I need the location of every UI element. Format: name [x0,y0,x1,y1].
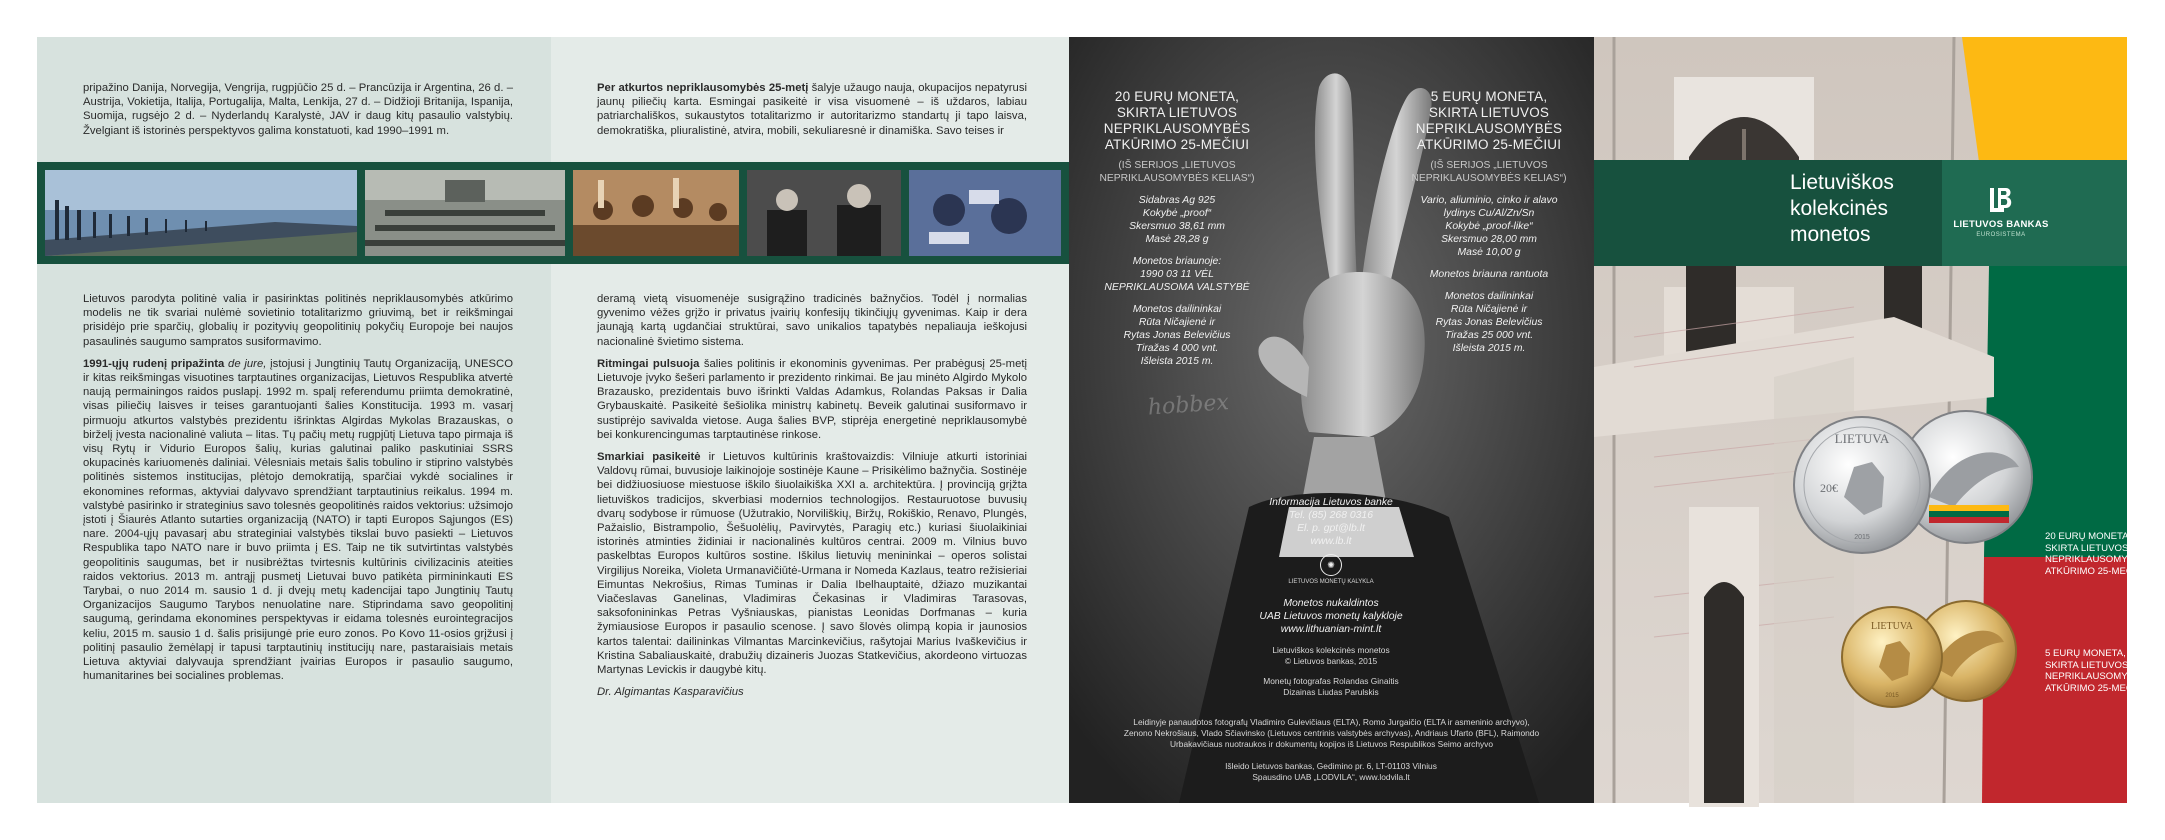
edge-line: Monetos briaunoje: [1132,256,1222,267]
panel-history-right [551,37,1069,803]
photo-parliament [365,170,565,256]
info-line: www.lb.lt [1310,536,1352,547]
credit-line: Dizainas Liudas Parulskis [1283,687,1379,697]
photo-politicians [747,170,901,256]
artist-line: Tiražas 25 000 vnt. [1444,330,1534,341]
coin20-obverse [1794,417,1930,553]
mint-logo-text: LIETUVOS MONETŲ KALYKLA [1288,579,1374,585]
coin-edge [1087,255,1267,294]
lead-phrase: Per atkurtos nepriklausomybės 25-metį [597,82,809,94]
title-line: monetos [1790,223,1871,246]
paragraph: deramą vietą visuomenėje susigrąžino tradicinės bažnyčios. Todėl į normalias gyvenimo vėžes grįžo ir privatus įvairių konfesijų tikinčiųjų gyvenimas. Kaip ir dera jaunąją kartą ugdančiai struktūrai, savo unikalios tapatybės nepaliauja ieškojusi nacionalinė švietimo sistema. [597,293,1027,348]
coin-denomination: 20€ [1820,481,1838,495]
coin-specs [1087,194,1267,246]
coin-artists [1087,303,1267,368]
coin5-info [1399,89,1579,355]
label-line: NEPRIKLAUSOMYBĖS [2045,554,2147,565]
series-line: (IŠ SERIJOS „LIETUVOS [1118,160,1236,171]
history-text-right [597,292,1027,707]
publisher-line: Išleido Lietuvos bankas, Gedimino pr. 6, LT-01103 Vilnius [1225,761,1437,771]
minted-info [1231,597,1431,636]
paragraph-body: šalyje užaugo nauja, okupacijos nepatyrusi jaunų piliečių karta. Esmingai pasikeitė ir visa visuomenė – iš uždaros, labiau patriarchališkos, sukaustytos totalitarizmo ir autoritarizmo standartų ji tapo laisva, demokratiška, pliuralistinė, atvira, mobili, sekuliaresnė ir dinamiška. Savo teises ir [597,82,1027,137]
paragraph [83,357,513,684]
coin20-heading [1087,89,1267,153]
bank-logo-name: LIETUVOS BANKAS [1953,219,2049,230]
paragraph-body: šalies politinis ir ekonominis gyvenimas. Per prabėgusį 25-metį Lietuvoje įvyko šešeri parlamento ir prezidento rinkimai. Be jau minėto Algirdo Mykolo Brazausko, prezidentais buvo išrinkti Valdas Adamkus, Rolandas Paksas ir Dalia Grybauskaitė. Pasikeitė šešiolika ministrų kabinetų. Beveik galutinai susiformavo ir sustiprėjo savivalda vietose. Auga šalies BVP, stiprėja energetinė nepriklausomybė bei konkurencingumas tarptautinėse rinkose. [597,357,1027,441]
info-line: El. p. gpt@lb.lt [1297,523,1365,534]
paragraph-body: įstojusi į Jungtinių Tautų Organizaciją, UNESCO ir kitas reikšmingas visuotines tarptautines organizacijas, Lietuvos Respublika atvertė naują permainingos raidos puslapį. 1992 m. spalį referendumu priimta demokratinė, visas piliečių laisves ir teises garantuojanti šalies Konstitucija. 1993 m. vasarį pirmuoju atkurtos valstybės prezidentu išrinktas Algirdas Mykolas Brazauskas, o birželį įvesta nacionalinė valiuta – litas. Tų pačių metų rugpjūtį Lietuva tapo pirmaja iš visų Rytų ir Vidurio Europos šalių, kurias galutinai paliko paskutiniai SSRS okupacinės kariuomenės daliniai. Vėlesniais metais šalis tobulino ir stiprino valstybės politinės sistemos institucijas, plėtojo demokratiją, sparčiai vykdė socialines ir ekonomines reformas, aktyviai dalyvavo sprendžiant tarptautinius reikalus. 1994 m. valstybė pasirinko ir strateginius savo tolesnės geopolitinės raidos vektorius: užsimojo įstoti į Šiaurės Atlanto sutarties organizaciją (NATO) ir tapti Europos Sąjungos (ES) nare. 2004-ųjų pavasarį abu strateginiai valstybės tikslai buvo pasiekti – Lietuvos Respublika tapo NATO nare ir buvo priimta į ES. Taip ne tik sutvirtintas valstybės geopolitinis saugumas, bet ir nusibrėžtas tvirtesnis kultūrinis civilizacinis ateities raidos vektorius. 2013 m. antrąjį pusmetį Lietuvai buvo patikėta pirmininkauti ES Tarybai, o nuo 2014 m. sausio 1 d. ji dvejų metų kadencijai tapo Jungtinių Tautų Organizacijos Saugumo Tarybos nenuolatine nare. Stiprindama savo geopolitinį saugumą, gerindama ekonomines perspektyvas ir eidama tolesnės eurointegracijos keliu, 2015 m. sausio 1 d. šalis prisijungė prie euro zonos. Po Kovo 11-osios grįžusi į politinį pasaulio žemėlapį ir tapusi tarptautinių institucijų nare, pastaraisiais metais Lietuva aktyviai dalyvauja sprendžiant įvairias Europos ir pasaulio saugumo, humanitarines bei socialines problemas. [83,357,513,683]
artist-line: Monetos dailininkai [1444,291,1534,302]
label-line: ATKŪRIMO 25-MEČIUI [2045,682,2146,694]
photo-ceremony [909,170,1061,256]
heading-line: ATKŪRIMO 25-MEČIUI [1104,137,1250,152]
artist-line: Rūta Ničajienė ir [1450,304,1528,315]
bank-logo-icon [1984,184,2016,216]
heading-line: SKIRTA LIETUVOS [1116,105,1238,120]
title-line: kolekcinės [1790,197,1889,220]
coin5-label [2045,648,2147,694]
heading-line: 20 EURŲ MONETA, [1114,89,1240,104]
intro-paragraph [597,81,1027,138]
watermark: hobbex [1147,390,1230,421]
credit-line: Monetų fotografas Rolandas Ginaitis [1263,676,1399,686]
spec-line: Masė 10,00 g [1457,247,1521,258]
coin-artists [1399,290,1579,355]
coin-text: LIETUVA [1870,621,1914,632]
heading-line: SKIRTA LIETUVOS [1428,105,1550,120]
heading-line: ATKŪRIMO 25-MEČIUI [1416,137,1562,152]
spec-line: Skersmuo 28,00 mm [1441,234,1537,245]
coin-year: 2015 [1885,693,1899,699]
artist-line: Išleista 2015 m. [1140,356,1214,367]
heading-line: NEPRIKLAUSOMYBĖS [1103,121,1251,136]
lead-phrase: Ritmingai pulsuoja [597,357,700,370]
info-line: Tel. (85) 268 0316 [1289,510,1373,521]
series-note [1399,159,1579,185]
info-line: Informacija Lietuvos banke [1269,497,1393,508]
coin-edge [1399,268,1579,281]
artist-line: Rūta Ničajienė ir [1138,317,1216,328]
label-line: 20 EURŲ MONETA, [2045,531,2132,542]
minted-line: UAB Lietuvos monetų kalykloje [1259,611,1403,622]
title-line: Lietuviškos [1790,171,1894,194]
spec-line: lydinys Cu/Al/Zn/Sn [1443,208,1535,219]
spec-line: Sidabras Ag 925 [1138,195,1216,206]
image-credits: Leidinyje panaudotos fotografų Vladimiro Gulevičiaus (ELTA), Romo Jurgaičio (ELTA ir asmeninio archyvo), Zenono Nekrošiaus, Vlado Sčiavinsko (Lietuvos centrinis valstybės archyvas), Andriaus Ufarto (BFL), Raimondo Urbakavičiaus nuotraukos ir dokumentų kopijos iš Lietuvos Respublikos Seimo archyvo [1123,717,1540,749]
spec-line: Skersmuo 38,61 mm [1129,221,1225,232]
series-line: NEPRIKLAUSOMYBĖS KELIAS“) [1411,173,1567,184]
photo-celebration [573,170,739,256]
publisher-line: Spausdino UAB „LODVILA“, www.lodvila.lt [1252,772,1410,782]
contact-info [1231,496,1431,698]
cover-title-bar [1594,160,2127,266]
photo-band [37,162,1069,264]
artist-line: Monetos dailininkai [1132,304,1222,315]
label-line: NEPRIKLAUSOMYBĖS [2045,671,2147,682]
coin20-info [1087,89,1267,368]
photo-baltic-way [45,170,357,256]
coin-year: 2015 [1854,534,1870,541]
label-line: 5 EURŲ MONETA, [2045,648,2126,659]
author [597,685,1027,699]
copyright [1231,645,1431,667]
coin5-obverse [1842,607,1942,707]
spec-line: Kokybė „proof“ [1142,208,1212,219]
photo-credits [1231,676,1431,698]
italic-phrase: de jure, [228,357,267,370]
cover-title [1790,170,1940,248]
artist-line: Tiražas 4 000 vnt. [1135,343,1219,354]
coin-specs [1399,194,1579,259]
intro-paragraph: pripažino Danija, Norvegija, Vengrija, rugpjūčio 25 d. – Prancūzija ir Argentina, 26 d. – Austrija, Vokietija, Italija, Portugalija, Malta, Lenkija, 27 d. – Didžioji Britanija, Ispanija, Suomija, rugsėjo 2 d. – Nyderlandų Karalystė, JAV ir daug kitų pasaulio valstybių. Žvelgiant iš istorinės perspektyvos galima konstatuoti, kad 1990–1991 m. [83,82,513,137]
heading-line: 5 EURŲ MONETA, [1430,89,1548,104]
copyright-line: Lietuviškos kolekcinės monetos [1272,645,1390,655]
edge-line: NEPRIKLAUSOMA VALSTYBĖ [1104,282,1250,293]
series-line: NEPRIKLAUSOMYBĖS KELIAS“) [1099,173,1255,184]
panel-history-left [37,37,551,803]
coin20-label [2045,531,2147,577]
panel-cover [1594,37,2147,803]
paragraph-body: ir Lietuvos kultūrinis kraštovaizdis: Vilniuje atkurti istoriniai Valdovų rūmai, buvusioje laikinojoje sostinėje Kaune – Prisikėlimo bažnyčia. Sostinėje bei didžiuosiuose miestuose iškilo šiuolaikiška XXI a. architektūra. Į provinciją grįžta lietuviškos tradicijos, skverbiasi modernios technologijos. Restauruotose buvusių dvarų sodybose ir rūmuose (Užutrakio, Norviliškių, Biržų, Rokiškio, Renavo, Plungės, Pažaislio, Bistrampolio, Šešuolėlių, Pavirvytės, Paragių etc.) kuriasi šiuolaikiniai istorinės atminties židiniai ir nacionalinės kultūros centrai. 2009 m. Vilnius buvo paskelbtas Europos kultūros sostine. Iškilus lietuvių menininkai – operos solistai Virgilijus Noreika, Violeta Urmanavičiūtė-Urmana ir Nomeda Kazlaus, teatro režisieriai Eimuntas Nekrošius, Rimas Tuminas ir Dalia Ibelhauptaitė, džiazo muzikantai Viačeslavas Ganelinas, Vladimiras Čekasinas ir Vladimiras Tarasovas, saksofonininkas Petras Vyšniauskas, pianistas Leonidas Dorfmanas – kuria žymiausiose Europos ir pasaulio scenose. Į savo šlovės olimpą kopia ir jaunosios kartos talentai: dailininkas Vilmantas Marcinkevičius, rašytojai Marius Ivaškevičius ir Kristina Sabaliauskaitė, drabužių dizaineris Juozas Statkevičius, akordeono virtuozas Martynas Levickis ir daugybė kitų. [597,451,1027,677]
lead-phrase: 1991-ųjų rudenį pripažinta [83,357,225,370]
series-note [1087,159,1267,185]
paragraph [597,450,1027,677]
minted-line: Monetos nukaldintos [1283,598,1379,609]
label-line: ATKŪRIMO 25-MEČIUI [2045,565,2146,577]
heading-line: NEPRIKLAUSOMYBĖS [1415,121,1563,136]
lead-phrase: Smarkiai pasikeitė [597,451,701,464]
brochure-spread [37,37,2147,803]
coins-illustration [1754,407,2044,727]
mint-logo-icon: ✺ [1320,554,1342,576]
artist-line: Išleista 2015 m. [1452,343,1526,354]
label-line: SKIRTA LIETUVOS [2045,542,2129,554]
panel-coin-info [1069,37,1594,803]
spec-line: Vario, aliuminio, cinko ir alavo [1420,195,1558,206]
edge-line: 1990 03 11 VĖL [1140,269,1214,280]
bank-logo-subtitle: EUROSISTEMA [1976,232,2026,238]
paragraph: Lietuvos parodyta politinė valia ir pasirinktas politinės nepriklausomybės atkūrimo modelis ne tik svariai nulėmė sovietinio totalitarizmo griuvimą, bet ir reikšmingai prisidėjo prie sparčių, globalių ir pozityvių geopolitinių pokyčių Europoje bei naujos pasaulinės saugumo sampratos susiformavimo. [83,293,513,348]
publisher-info [1181,761,1481,783]
series-line: (IŠ SERIJOS „LIETUVOS [1430,160,1548,171]
author-name: Dr. Algimantas Kasparavičius [597,686,744,699]
paragraph [597,357,1027,442]
spec-line: Kokybė „proof-like“ [1445,221,1533,232]
copyright-line: © Lietuvos bankas, 2015 [1284,656,1378,666]
label-line: SKIRTA LIETUVOS [2045,659,2129,671]
artist-line: Rytas Jonas Belevičius [1435,317,1543,328]
coin-text: LIETUVA [1834,431,1890,446]
history-text-left [83,292,513,691]
artist-line: Rytas Jonas Belevičius [1123,330,1231,341]
minted-line: www.lithuanian-mint.lt [1280,624,1382,635]
bank-logo-box [1942,160,2127,266]
edge-line: Monetos briauna rantuota [1429,269,1549,280]
spec-line: Masė 28,28 g [1145,234,1209,245]
coin5-heading [1399,89,1579,153]
